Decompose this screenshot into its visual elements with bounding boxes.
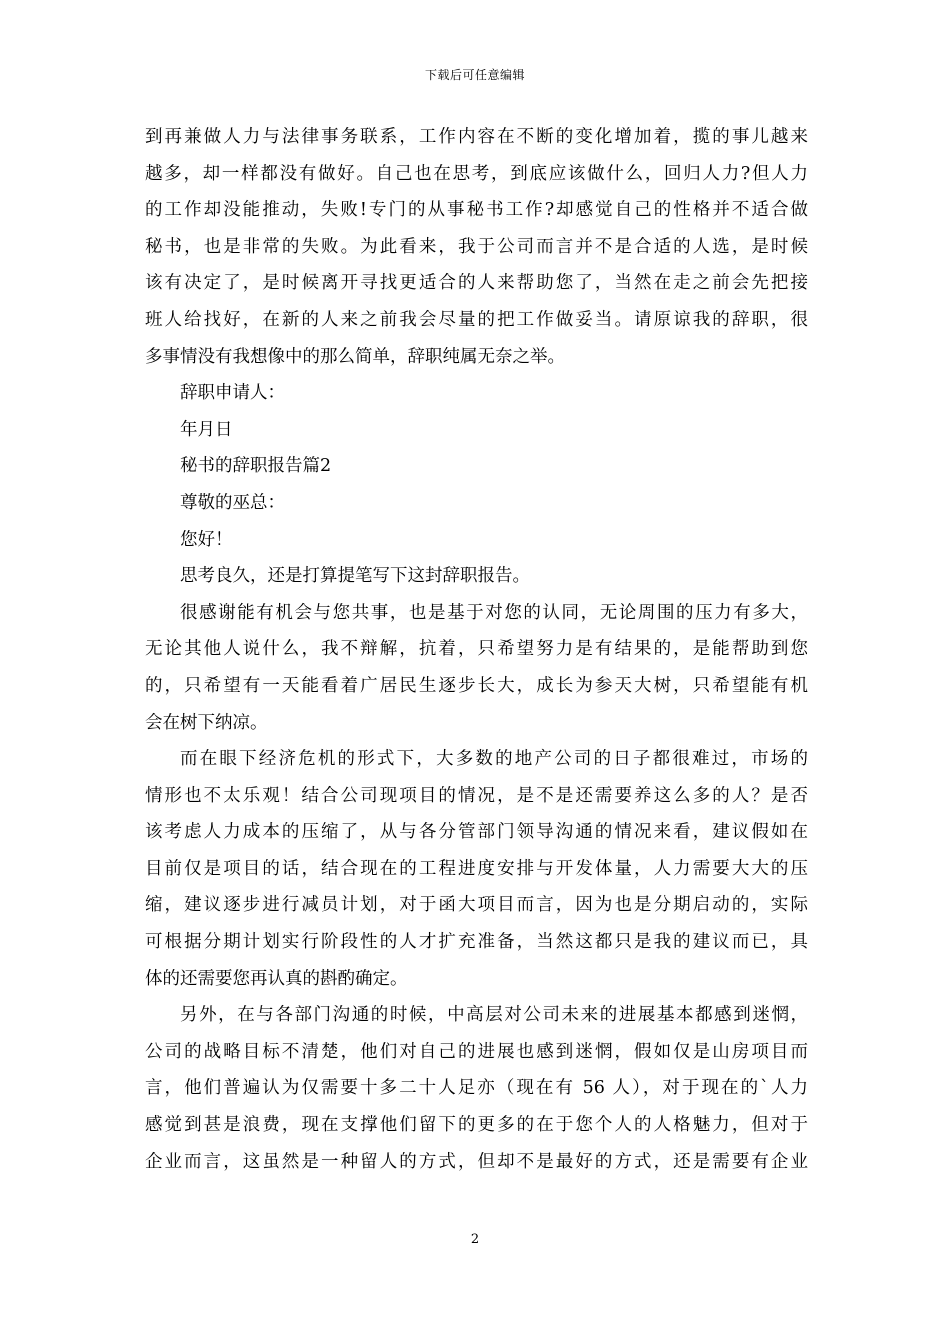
text-line: 很感谢能有机会与您共事，也是基于对您的认同，无论周围的压力有多大， <box>180 602 808 623</box>
text-line: 的工作却没能推动，失败!专门的从事秘书工作?却感觉自己的性格并不适合做 <box>145 200 808 221</box>
text-line: 公司的战略目标不清楚，他们对自己的进展也感到迷惘，假如仅是山房项目而 <box>145 1041 808 1062</box>
text-line: 班人给找好，在新的人来之前我会尽量的把工作做妥当。请原谅我的辞职，很 <box>145 309 808 330</box>
text-line: 企业而言，这虽然是一种留人的方式，但却不是最好的方式，还是需要有企业 <box>145 1151 808 1172</box>
text-line: 辞职申请人： <box>180 383 285 404</box>
text-line: 言，他们普遍认为仅需要十多二十人足亦（现在有 56 人），对于现在的`人力 <box>145 1078 808 1099</box>
text-line: 到再兼做人力与法律事务联系，工作内容在不断的变化增加着，揽的事儿越来 <box>145 127 808 147</box>
text-line: 秘书的辞职报告篇2 <box>180 456 332 477</box>
text-line: 思考良久，还是打算提笔写下这封辞职报告。 <box>180 566 530 587</box>
text-line: 该有决定了，是时候离开寻找更适合的人来帮助您了，当然在走之前会先把接 <box>145 273 808 294</box>
text-line: 会在树下纳凉。 <box>145 712 268 733</box>
text-line: 目前仅是项目的话，结合现在的工程进度安排与开发体量，人力需要大大的压 <box>145 858 808 879</box>
text-line: 情形也不太乐观！结合公司现项目的情况，是不是还需要养这么多的人？是否 <box>145 785 808 806</box>
page-header: 下载后可任意编辑 <box>424 68 525 82</box>
text-line: 年月日 <box>180 419 233 440</box>
page-number: 2 <box>470 1232 480 1247</box>
text-line: 感觉到甚是浪费，现在支撑他们留下的更多的在于您个人的人格魅力，但对于 <box>145 1115 808 1136</box>
text-line: 而在眼下经济危机的形式下，大多数的地产公司的日子都很难过，市场的 <box>180 749 808 770</box>
text-line: 该考虑人力成本的压缩了，从与各分管部门领导沟通的情况来看，建议假如在 <box>145 822 808 843</box>
text-line: 无论其他人说什么，我不辩解，抗着，只希望努力是有结果的，是能帮助到您 <box>145 639 808 660</box>
text-line: 尊敬的巫总： <box>180 492 285 513</box>
text-line: 多事情没有我想像中的那么简单，辞职纯属无奈之举。 <box>145 346 565 367</box>
text-line: 另外，在与各部门沟通的时候，中高层对公司未来的进展基本都感到迷惘， <box>180 1005 808 1026</box>
text-line: 秘书，也是非常的失败。为此看来，我于公司而言并不是合适的人选，是时候 <box>145 236 808 257</box>
text-line: 缩，建议逐步进行减员计划，对于函大项目而言，因为也是分期启动的，实际 <box>145 895 808 916</box>
text-line: 的，只希望有一天能看着广居民生逐步长大，成长为参天大树，只希望能有机 <box>145 675 808 696</box>
text-line: 可根据分期计划实行阶段性的人才扩充准备，当然这都只是我的建议而已，具 <box>145 932 808 953</box>
text-line: 您好！ <box>180 529 233 550</box>
text-line: 越多，却一样都没有做好。自己也在思考，到底应该做什么，回归人力?但人力 <box>145 163 808 184</box>
document-body <box>145 119 808 1180</box>
text-line: 体的还需要您再认真的斟酌确定。 <box>145 968 408 989</box>
